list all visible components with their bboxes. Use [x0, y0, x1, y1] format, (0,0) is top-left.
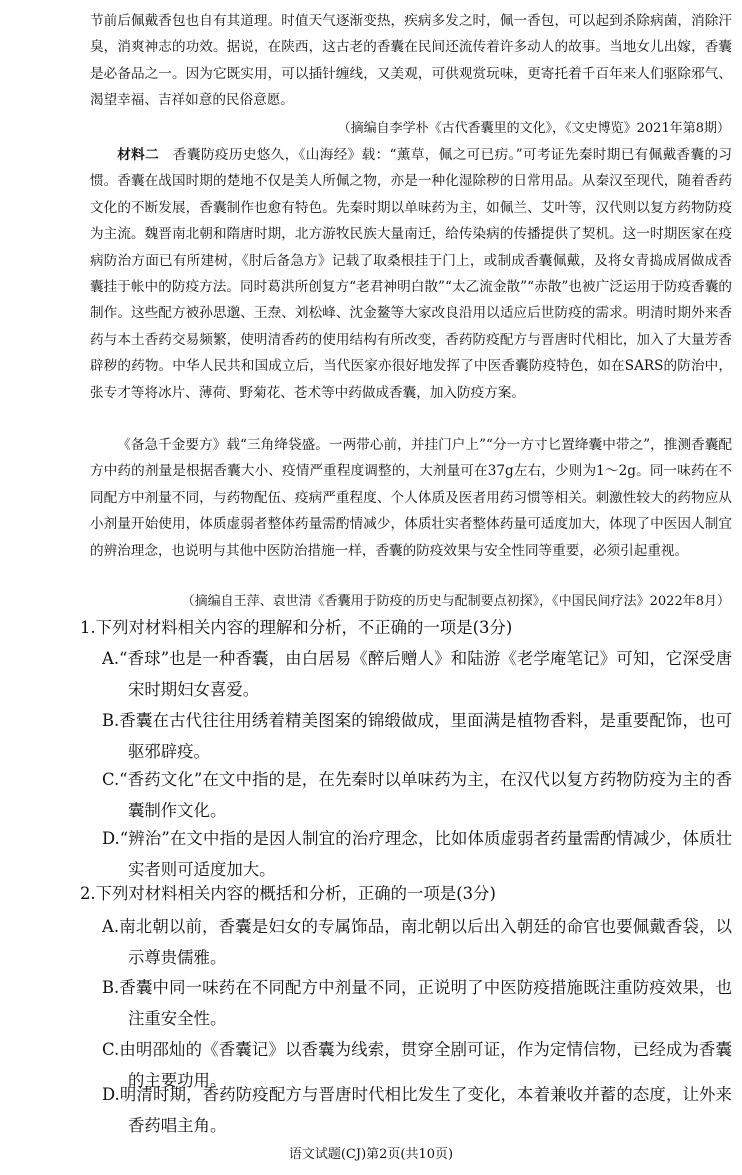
- question-2-stem: 2.下列对材料相关内容的概括和分析，正确的一项是(3分): [80, 884, 496, 903]
- material-2-label: 材料二: [117, 147, 160, 163]
- material-2-paragraph-1-text: 香囊防疫历史悠久，《山海经》载：“薰草，佩之可已疠。”可考证先秦时期已有佩戴香囊的习惯。香囊在战国时期的楚地不仅是美人所佩之物，亦是一种化湿除秽的日常用品。从秦汉至现代，随着香药文化的不断发展，香囊制作也愈有特色。先秦时期以单味药为主，如佩兰、艾叶等，汉代则以复方药物防疫为主流。魏晋南北朝和隋唐时期，北方游牧民族大量南迁，给传染病的传播提供了契机。这一时期医家在疫病防治方面已有所建树，《肘后备急方》记载了取桑根挂于门上，或制成香囊佩戴，及将女青捣成屑做成香囊挂于帐中的防疫方法。同时葛洪所创复方“老君神明白散”“太乙流金散”“赤散”也被广泛运用于防疫香囊的制作。这些配方被孙思邈、王焘、刘松峰、沈金鳌等大家改良沿用以适应后世防疫的需求。明清时期外来香药与本土香药交易频繁，使明清香药的使用结构有所改变，香药防疫配方与晋唐时代相比，加入了大量芳香辟秽的药物。中华人民共和国成立后，当代医家亦很好地发挥了中医香囊防疫特色，如在SARS的防治中，张专才等将冰片、薄荷、野菊花、苍术等中药做成香囊，加入防疫方案。: [90, 147, 733, 401]
- question-1-option-a[interactable]: A.“香球”也是一种香囊，由白居易《醉后赠人》和陆游《老学庵笔记》可知，它深受唐宋时期妇女喜爱。: [102, 649, 732, 699]
- material-2-paragraph-1: [90, 142, 732, 406]
- question-1-option-c[interactable]: C.“香药文化”在文中指的是，在先秦时以单味药为主，在汉代以复方药物防疫为主的香囊制作文化。: [102, 770, 732, 820]
- question-2-option-b[interactable]: B.香囊中同一味药在不同配方中剂量不同，正说明了中医防疫措施既注重防疫效果，也注重安全性。: [102, 978, 732, 1028]
- question-2-option-c[interactable]: C.由明邵灿的《香囊记》以香囊为线索，贯穿全剧可证，作为定情信物，已经成为香囊的主要功用。: [102, 1040, 732, 1090]
- intro-paragraph: 节前后佩戴香包也自有其道理。时值天气逐渐变热，疾病多发之时，佩一香包，可以起到杀除病菌，消除汗臭，消爽神志的功效。据说，在陕西，这古老的香囊在民间还流传着许多动人的故事。当地女儿出嫁，香囊是必备品之一。因为它既实用，可以插针缠线，又美观，可供观赏玩味，更寄托着千百年来人们驱除邪气、渴望幸福、吉祥如意的民俗意愿。: [90, 13, 732, 109]
- question-1-option-b[interactable]: B.香囊在古代往往用绣着精美图案的锦缎做成，里面满是植物香料，是重要配饰，也可驱邪辟疫。: [102, 711, 732, 761]
- question-1-stem: 1.下列对材料相关内容的理解和分析，不正确的一项是(3分): [80, 618, 513, 637]
- question-2-option-a[interactable]: A.南北朝以前，香囊是妇女的专属饰品，南北朝以后出入朝廷的命官也要佩戴香袋，以示尊贵儒雅。: [102, 917, 732, 967]
- question-1-option-d[interactable]: D.“辨治”在文中指的是因人制宜的治疗理念，比如体质虚弱者药量需酌情减少，体质壮实者则可适度加大。: [102, 829, 732, 879]
- source-citation-1: （摘编自李学朴《古代香囊里的文化》，《文史博览》2021年第8期）: [337, 121, 730, 136]
- question-2-option-d[interactable]: D.明清时期，香药防疫配方与晋唐时代相比发生了变化，本着兼收并蓄的态度，让外来香药唱主角。: [102, 1085, 732, 1135]
- source-citation-2: （摘编自王萍、袁世清《香囊用于防疫的历史与配制要点初探》，《中国民间疗法》2022年8月）: [181, 594, 730, 609]
- page-footer: 语文试题(CJ)第2页(共10页): [288, 1147, 454, 1162]
- material-2-paragraph-2: 《备急千金要方》载“三角绛袋盛。一两带心前，并挂门户上”“分一方寸匕置绛囊中带之”，推测香囊配方中药的剂量是根据香囊大小、疫情严重程度调整的，大剂量可在37g左右，少则为1～2g。同一味药在不同配方中剂量不同，与药物配伍、疫病严重程度、个人体质及医者用药习惯等相关。刺激性较大的药物应从小剂量开始使用，体质虚弱者整体药量需酌情减少，体质壮实者整体药量可适度加大，体现了中医因人制宜的辨治理念，也说明与其他中医防治措施一样，香囊的防疫效果与安全性同等重要，必须引起重视。: [90, 437, 732, 559]
